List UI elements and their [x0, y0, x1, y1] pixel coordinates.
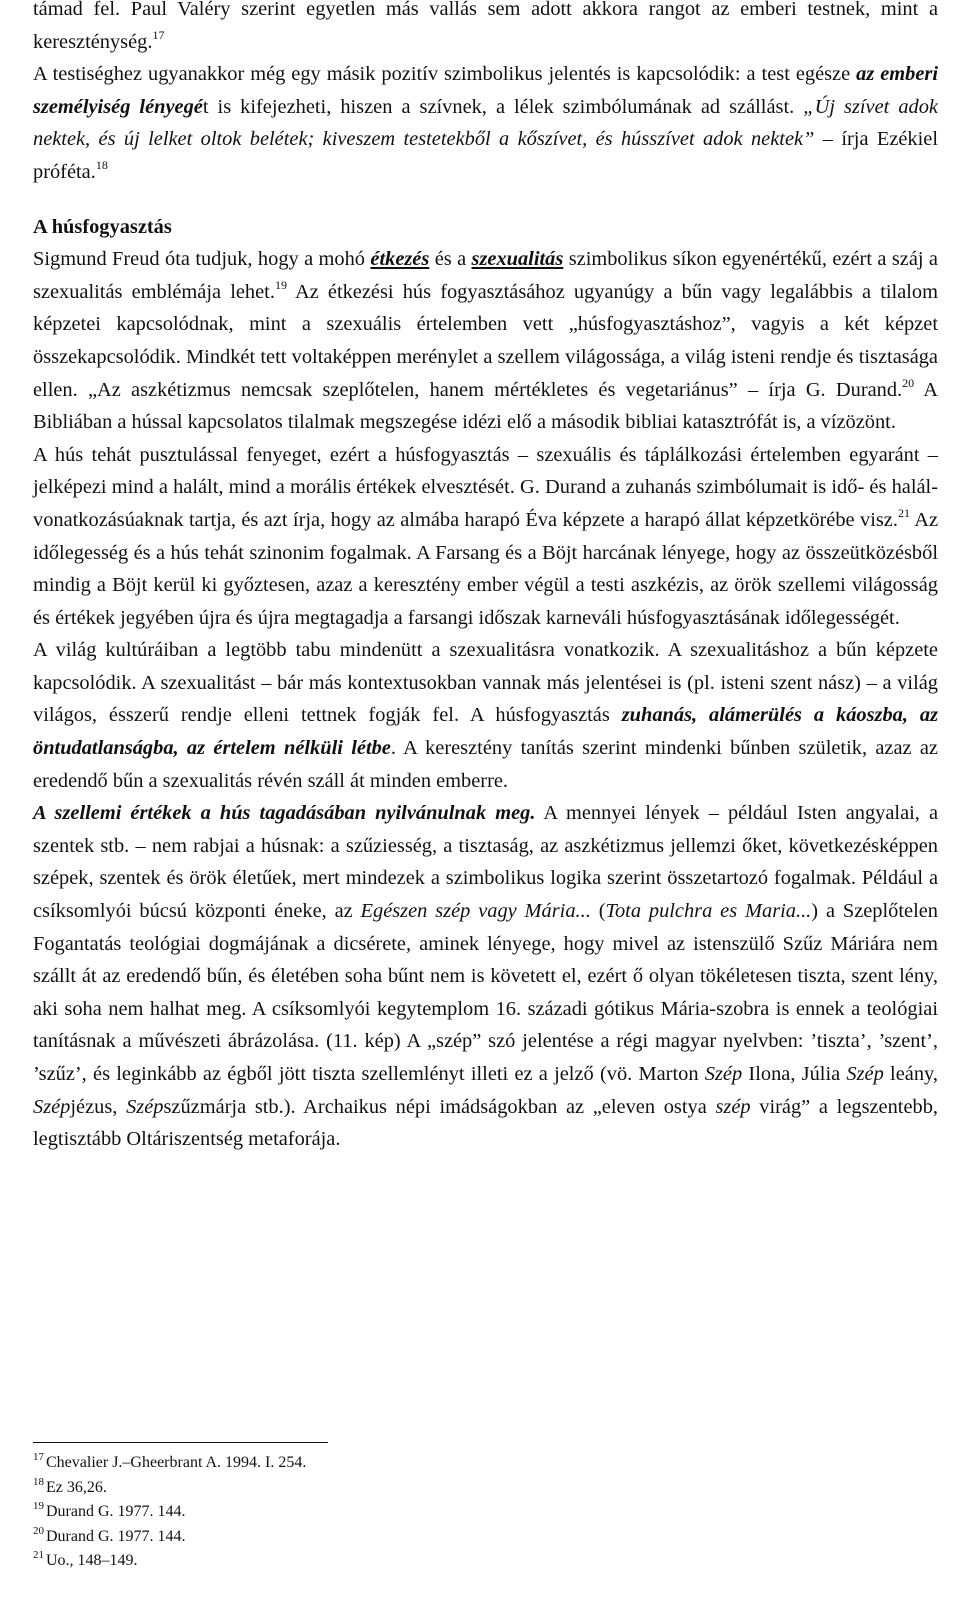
- paragraph-4: [33, 439, 938, 635]
- text: szűzmárja stb.). Archaikus népi imádságokban az „eleven ostya: [163, 1095, 716, 1118]
- paragraph-6: [33, 797, 938, 1156]
- text: . A keresztény tanítás szerint mindenki bűnben születik, azaz az eredendő bűn a szexualitás révén száll át minden emberre.: [33, 737, 938, 792]
- footnote-number: 21: [33, 1549, 44, 1561]
- footnote-ref[interactable]: 20: [902, 375, 915, 390]
- text: és a: [429, 248, 472, 271]
- text: jézus,: [70, 1095, 127, 1118]
- footnote-item: [33, 1525, 733, 1550]
- text: Ilona, Júlia: [742, 1063, 847, 1085]
- text: (: [590, 900, 606, 923]
- footnote-item: [33, 1476, 733, 1501]
- text: A testiséghez ugyanakkor még egy másik pozitív szimbolikus jelentés is kapcsolódik: a test egésze: [33, 63, 857, 86]
- footnote-item: [33, 1549, 733, 1574]
- text: A mennyei lények – például Isten angyalai, a szentek stb. – nem rabjai a húsnak: a szűziesség, a tisztaság, az aszkétizmus jellemzi őket, következésképpen szépek, szentek és örök életűek, mert mindezek a szimbolikus logika szerint összetartozó fogalmak. Például a csíksomlyói búcsú központi éneke, az: [33, 802, 938, 923]
- text: ) a Szeplőtelen Fogantatás teológiai dogmájának a dicsérete, aminek lényege, hogy mivel az istenszülő Szűz Máriára nem szállt át az eredendő bűn, és életében soha bűnt nem is követett el, ezért ő olyan tökéletesen tiszta, szent lény, aki soha nem halhat meg. A csíksomlyói kegytemplom 16. századi gótikus Mária-szobra is ennek a teológiai tanításnak a művészeti ábrázolása. (11. kép) A „szép” szó jelentése a régi magyar nyelvben: ’tiszta’, ’szent’, ’szűz’, és leginkább az égből jött tiszta szellemlényt illeti ez a jelző (vö. Marton: [33, 900, 938, 1085]
- title-italic: Tota pulchra es Maria...: [605, 900, 812, 923]
- footnote-ref[interactable]: 17: [152, 27, 165, 42]
- text: szimbolikus síkon egyenértékű, ezért a száj a szexualitás emblémája lehet.: [33, 248, 938, 303]
- footnote-item: [33, 1500, 733, 1525]
- paragraph-5: [33, 634, 938, 797]
- italic-word: Szép: [126, 1095, 164, 1118]
- footnote-number: 19: [33, 1500, 44, 1512]
- text: A Bibliában a hússal kapcsolatos tilalmak megszegése idézi elő a második bibliai katasztrófát is, a vízözönt.: [33, 378, 939, 434]
- footnote-number: 20: [33, 1524, 44, 1537]
- title-italic: Egészen szép vagy Mária...: [360, 900, 591, 923]
- footnote-number: 17: [33, 1451, 44, 1463]
- paragraph-2: [33, 58, 938, 188]
- section-heading: A húsfogyasztás: [33, 215, 172, 238]
- italic-word: Szép: [846, 1063, 884, 1085]
- italic-word: szép: [715, 1095, 751, 1118]
- footnote-ref[interactable]: 21: [897, 505, 910, 520]
- paragraph-3: [33, 243, 938, 439]
- footnote-text: Durand G. 1977. 144.: [46, 1503, 186, 1520]
- footnote-text: Durand G. 1977. 144.: [46, 1527, 186, 1545]
- text: t is kifejezheti, hiszen a szívnek, a lélek szimbólumának ad szállást.: [202, 95, 804, 118]
- emphasis: zuhanás, alámerülés a káoszba, az öntudatlanságba, az értelem nélküli létbe: [33, 704, 939, 760]
- text: Sigmund Freud óta tudjuk, hogy a mohó: [33, 248, 371, 271]
- footnote-text: Uo., 148–149.: [46, 1552, 138, 1569]
- footnote-ref[interactable]: 18: [95, 157, 108, 172]
- footnote-text: Chevalier J.–Gheerbrant A. 1994. I. 254.: [46, 1454, 307, 1471]
- text: leány,: [883, 1063, 938, 1085]
- footnote-text: Ez 36,26.: [46, 1478, 107, 1496]
- text: A hús tehát pusztulással fenyeget, ezért a húsfogyasztás – szexuális és táplálkozási értelemben egyaránt – jelképezi mind a halált, mind a morális értékek elvesztését. G. Durand a zuhanás szimbólumait is idő- és halál-vonatkozásúaknak tartja, és azt írja, hogy az almába harapó Éva képzete a harapó állat képzetkörébe visz.: [33, 443, 938, 531]
- footnote-item: [33, 1451, 733, 1476]
- quote: „Új szívet adok nektek, és új lelket oltok belétek; kiveszem testetekből a kőszívet, és hússzívet adok nektek”: [33, 95, 938, 151]
- emphasis: A szellemi értékek a hús tagadásában nyilvánulnak meg.: [33, 802, 536, 825]
- text: Az étkezési hús fogyasztásához ugyanúgy a bűn vagy legalábbis a tilalom képzetei kapcsolódnak, mint a szexuális értelemben vett „húsfogyasztáshoz”, vagyis a két képzet összekapcsolódik. Mindkét tett voltaképpen merénylet a szellem világossága, a világ isteni rendje és tisztasága ellen. „Az aszkétizmus nemcsak szeplőtelen, hanem mértékletes és vegetariánus” – írja G. Durand.: [33, 280, 938, 401]
- text: Az időlegesség és a hús tehát szinonim fogalmak. A Farsang és a Böjt harcának lényege, hogy az összeütközésből mindig a Böjt kerül ki győztesen, azaz a keresztény ember végül a testi aszkézis, az örök szellemi világosság és értékek jegyében újra és újra megtagadja a farsangi időszak karneváli húsfogyasztásának időlegességét.: [33, 508, 938, 629]
- footnote-divider: [33, 1442, 328, 1443]
- paragraph-1: [33, 0, 938, 58]
- emphasis: étkezés: [370, 248, 430, 271]
- footnote-ref[interactable]: 19: [274, 277, 287, 292]
- text: virág” a legszentebb, legtisztább Oltáriszentség metaforája.: [33, 1095, 939, 1151]
- footnotes: [33, 1451, 733, 1574]
- document-body: [33, 0, 938, 1156]
- text: – írja Ezékiel próféta.: [33, 128, 938, 183]
- text: A világ kultúráiban a legtöbb tabu mindenütt a szexualitásra vonatkozik. A szexualitáshoz a bűn képzete kapcsolódik. A szexualitást – bár más kontextusokban vannak más jelentései is (pl. isteni szent nász) – a világ világos, ésszerű rendje elleni tettnek fogják fel. A húsfogyasztás: [33, 639, 938, 727]
- emphasis: az emberi személyiség lényegé: [33, 63, 938, 118]
- emphasis: szexualitás: [471, 248, 564, 271]
- italic-word: Szép: [704, 1063, 743, 1085]
- italic-word: Szép: [33, 1095, 71, 1118]
- footnote-number: 18: [33, 1475, 44, 1488]
- text: támad fel. Paul Valéry szerint egyetlen más vallás sem adott akkora rangot az emberi testnek, mint a kereszténység.: [33, 0, 938, 53]
